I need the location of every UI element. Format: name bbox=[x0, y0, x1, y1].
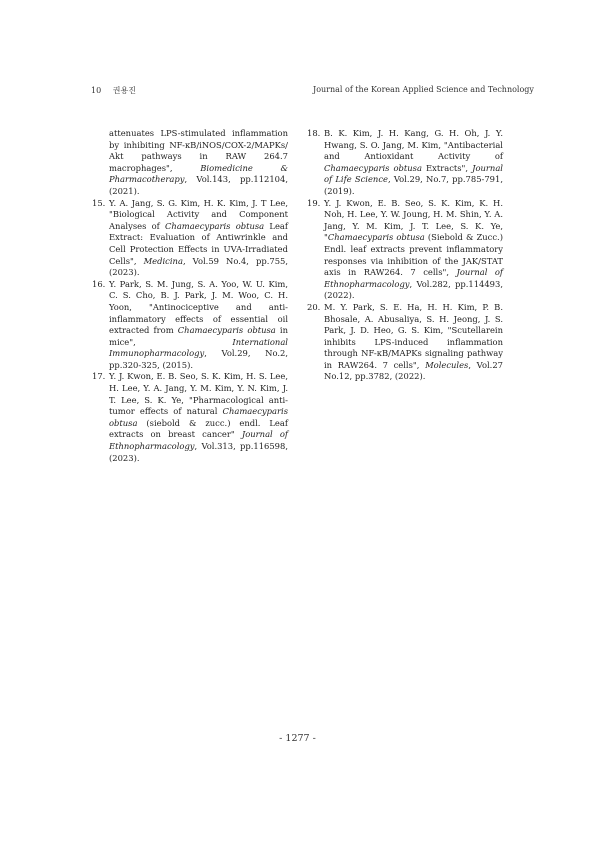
reference-italic-text: Chamaecyparis obtusa bbox=[165, 220, 265, 231]
reference-entry bbox=[307, 198, 503, 302]
reference-number: 19. bbox=[307, 197, 321, 208]
reference-entry bbox=[92, 371, 288, 464]
reference-italic-text: Chamaecyparis obtusa bbox=[324, 162, 422, 173]
reference-text: (siebold & zucc.) endl. Leaf extracts on breast cancer" bbox=[109, 417, 288, 440]
reference-entry bbox=[92, 198, 288, 279]
reference-italic-text: Chamaecyparis obtusa bbox=[109, 406, 288, 428]
references-left-column bbox=[92, 128, 288, 464]
reference-italic-text: Molecules bbox=[425, 359, 469, 370]
reference-text: , Vol.59 No.4, pp.755, (2023). bbox=[109, 255, 289, 278]
reference-entry bbox=[307, 302, 503, 383]
header-author: 권용진 bbox=[112, 86, 136, 95]
reference-text: Leaf Extract: Evaluation of Antiwrinkle and Cell Protection Effects in UVA-Irradiated Cells", bbox=[109, 220, 288, 266]
header-journal: Journal of the Korean Applied Science and Technology bbox=[313, 85, 534, 94]
reference-text: (Siebold & Zucc.) Endl. leaf extracts prevent inflammatory responses via inhibition of the JAK/STAT axis in RAW264. 7 cells", bbox=[324, 232, 503, 278]
reference-italic-text: International Immunopharmacology bbox=[109, 336, 288, 359]
reference-italic-text: Journal of Ethnopharmacology bbox=[109, 429, 288, 452]
reference-text: Y. Park, S. M. Jung, S. A. Yoo, W. U. Kim, C. S. Cho, B. J. Park, J. M. Woo, C. H. Yoon, "Antinociceptive and anti-inflammatory effects of essential oil extracted from bbox=[109, 278, 288, 336]
reference-italic-text: Journal of Ethnopharmacology bbox=[324, 267, 503, 289]
reference-italic-text: Journal of Life Science bbox=[324, 162, 503, 185]
reference-italic-text: Biomedicine & Pharmacotherapy bbox=[109, 162, 288, 185]
reference-italic-text: Chamaecyparis obtusa bbox=[327, 232, 425, 243]
reference-text: in mice", bbox=[109, 325, 288, 347]
reference-text: attenuates LPS-stimulated inflammation by inhibiting NF-κB/iNOS/COX-2/MAPKs/ Akt pathways in RAW 264.7 macrophages", bbox=[109, 128, 288, 173]
reference-text: , Vol.313, pp.116598, (2023). bbox=[109, 441, 288, 463]
reference-text: , Vol.143, pp.112104, (2021). bbox=[109, 174, 288, 196]
header-left bbox=[91, 85, 136, 96]
reference-text: Y. A. Jang, S. G. Kim, H. K. Kim, J. T Lee, "Biological Activity and Component Analyses of bbox=[109, 197, 288, 231]
reference-text: Y. J. Kwon, E. B. Seo, S. K. Kim, K. H. Noh, H. Lee, Y. W. Joung, H. M. Shin, Y. A. Jang, Y. M. Kim, J. T. Lee, S. K. Ye, " bbox=[324, 197, 503, 243]
reference-text: M. Y. Park, S. E. Ha, H. H. Kim, P. B. Bhosale, A. Abusaliya, S. H. Jeong, J. S. Park, J. D. Heo, G. S. Kim, "Scutellarein inhibits LPS-induced inflammation through NF-κB/MAPKs signaling pathway in RAW264. 7 cells", bbox=[324, 301, 503, 370]
reference-number: 18. bbox=[307, 128, 321, 138]
reference-text: , Vol.29, No.2, pp.320-325, (2015). bbox=[109, 348, 288, 370]
reference-number: 15. bbox=[92, 197, 106, 208]
reference-text: , Vol.29, No.7, pp.785-791, (2019). bbox=[324, 174, 503, 196]
references-right-column bbox=[307, 128, 503, 383]
reference-entry bbox=[92, 279, 288, 372]
reference-text: , Vol.282, pp.114493, (2022). bbox=[324, 278, 503, 301]
reference-text: , Vol.27 No.12, pp.3782, (2022). bbox=[324, 359, 503, 382]
reference-number: 17. bbox=[92, 371, 106, 382]
reference-italic-text: Chamaecyparis obtusa bbox=[177, 325, 276, 336]
reference-italic-text: Medicina bbox=[143, 255, 183, 266]
reference-text: B. K. Kim, J. H. Kang, G. H. Oh, J. Y. Hwang, S. O. Jang, M. Kim, "Antibacterial and Antioxidant Activity of bbox=[324, 128, 503, 162]
header-page-number: 10 bbox=[91, 86, 102, 95]
reference-text: Y. J. Kwon, E. B. Seo, S. K. Kim, H. S. Lee, H. Lee, Y. A. Jang, Y. M. Kim, Y. N. Kim, J. T. Lee, S. K. Ye, "Pharmacological anti-tumor effects of natural bbox=[109, 371, 288, 417]
reference-number: 20. bbox=[307, 301, 321, 312]
page-footer-number: - 1277 - bbox=[279, 733, 316, 744]
reference-entry bbox=[307, 128, 503, 198]
reference-entry bbox=[92, 128, 288, 198]
reference-number: 16. bbox=[92, 278, 106, 289]
reference-text: Extracts", bbox=[421, 162, 473, 173]
